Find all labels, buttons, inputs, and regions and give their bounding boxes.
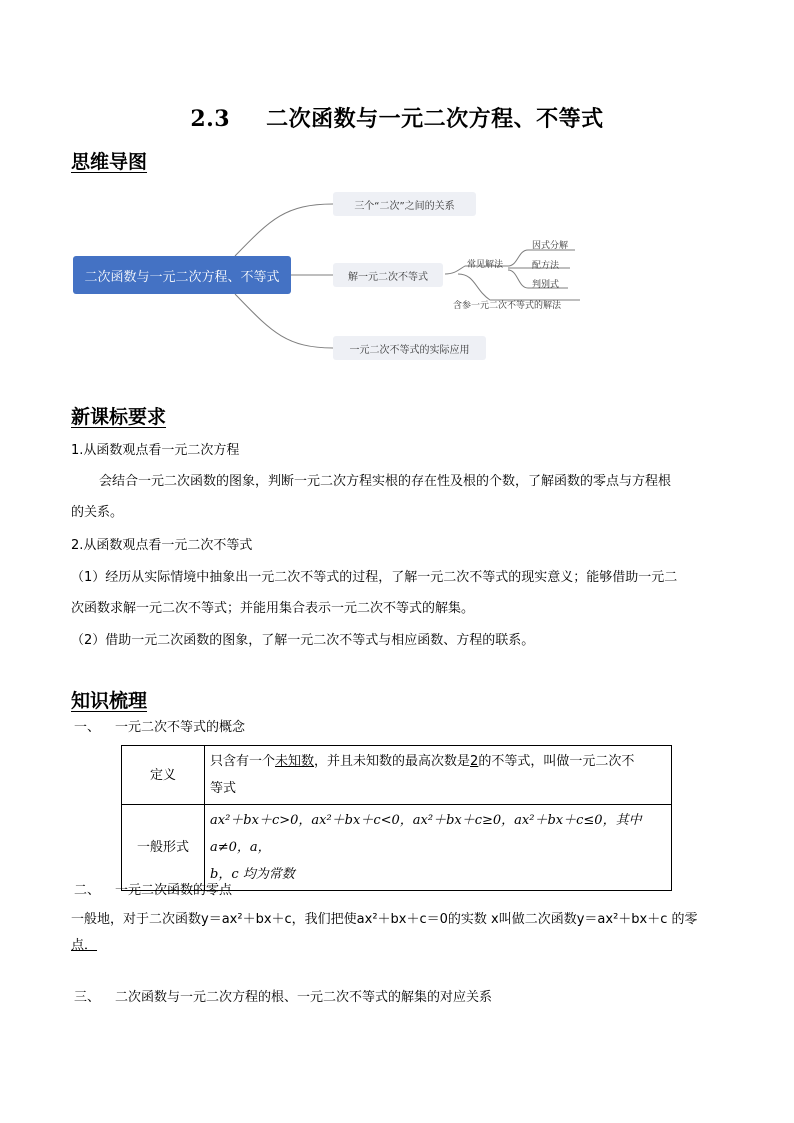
general-form-line2: b，c 均为常数 [210, 867, 295, 882]
definition-underlined-unknown: 未知数 [275, 754, 315, 769]
knowledge-item3-title: 二次函数与一元二次方程的根、一元二次不等式的解集的对应关系 [115, 990, 493, 1005]
definition-text-d: 等式 [210, 781, 237, 796]
definition-underlined-degree: 2 [470, 754, 479, 769]
knowledge-item2-body-line2: 点． [71, 938, 98, 953]
standard-item1-title: 1.从函数观点看一元二次方程 [71, 443, 240, 458]
section-heading-knowledge: 知识梳理 [71, 690, 148, 712]
mindmap-leaf-discriminant: 判别式 [532, 280, 560, 290]
table-cell-general-form [205, 805, 672, 891]
mindmap-leaf-completing-square: 配方法 [532, 261, 560, 271]
definition-text-c: 的不等式，叫做一元二次不 [478, 754, 635, 769]
mindmap-node-relation: 三个“二次”之间的关系 [333, 192, 476, 216]
knowledge-item2-body-line1: 一般地，对于二次函数y＝ax²＋bx＋c，我们把使ax²＋bx＋c＝0的实数 x叫做二次函数y＝ax²＋bx＋c 的零 [71, 912, 698, 927]
table-cell-definition [205, 746, 672, 805]
section-heading-mindmap: 思维导图 [71, 151, 148, 173]
knowledge-item1-title: 一元二次不等式的概念 [115, 720, 246, 735]
knowledge-item1-number: 一、 [74, 720, 101, 735]
title-number: 2.3 [190, 106, 231, 132]
definition-text-a: 只含有一个 [210, 754, 276, 769]
definition-text-b: ，并且未知数的最高次数是 [314, 754, 471, 769]
mindmap-leaf-factor: 因式分解 [532, 241, 569, 251]
table-row [122, 746, 672, 805]
standard-item2-title: 2.从函数观点看一元二次不等式 [71, 538, 253, 553]
mindmap-node-parametric: 含参一元二次不等式的解法 [453, 301, 562, 311]
mindmap-root-node: 二次函数与一元二次方程、不等式 [73, 256, 291, 294]
table-head-general-form: 一般形式 [122, 805, 205, 891]
standard-item1-body-line1: 会结合一元二次函数的图象，判断一元二次方程实根的存在性及根的个数，了解函数的零点与方程根 [99, 474, 672, 489]
standard-item2-point1-line1: （1）经历从实际情境中抽象出一元二次不等式的过程，了解一元二次不等式的现实意义；能够借助一元二 [71, 570, 678, 585]
standard-item2-point2: （2）借助一元二次函数的图象，了解一元二次不等式与相应函数、方程的联系。 [71, 633, 535, 648]
standard-item2-point1-line2: 次函数求解一元二次不等式；并能用集合表示一元二次不等式的解集。 [71, 601, 475, 616]
knowledge-item2-title: 一元二次函数的零点 [115, 883, 233, 898]
knowledge-item2-number: 二、 [74, 883, 101, 898]
mindmap-node-solve: 解一元二次不等式 [333, 263, 443, 287]
standard-item1-body-line2: 的关系。 [71, 505, 124, 520]
title-text: 二次函数与一元二次方程、不等式 [266, 106, 604, 132]
knowledge-item3-number: 三、 [74, 990, 101, 1005]
general-form-line1: ax²＋bx＋c>0，ax²＋bx＋c<0，ax²＋bx＋c≥0，ax²＋bx＋c≤0，其中 a≠0，a， [210, 813, 642, 855]
mindmap-node-common-methods: 常见解法 [467, 260, 504, 270]
mindmap-node-application: 一元二次不等式的实际应用 [333, 336, 486, 360]
definition-table [121, 745, 672, 891]
table-head-definition: 定义 [122, 746, 205, 805]
section-heading-standard: 新课标要求 [71, 406, 167, 428]
